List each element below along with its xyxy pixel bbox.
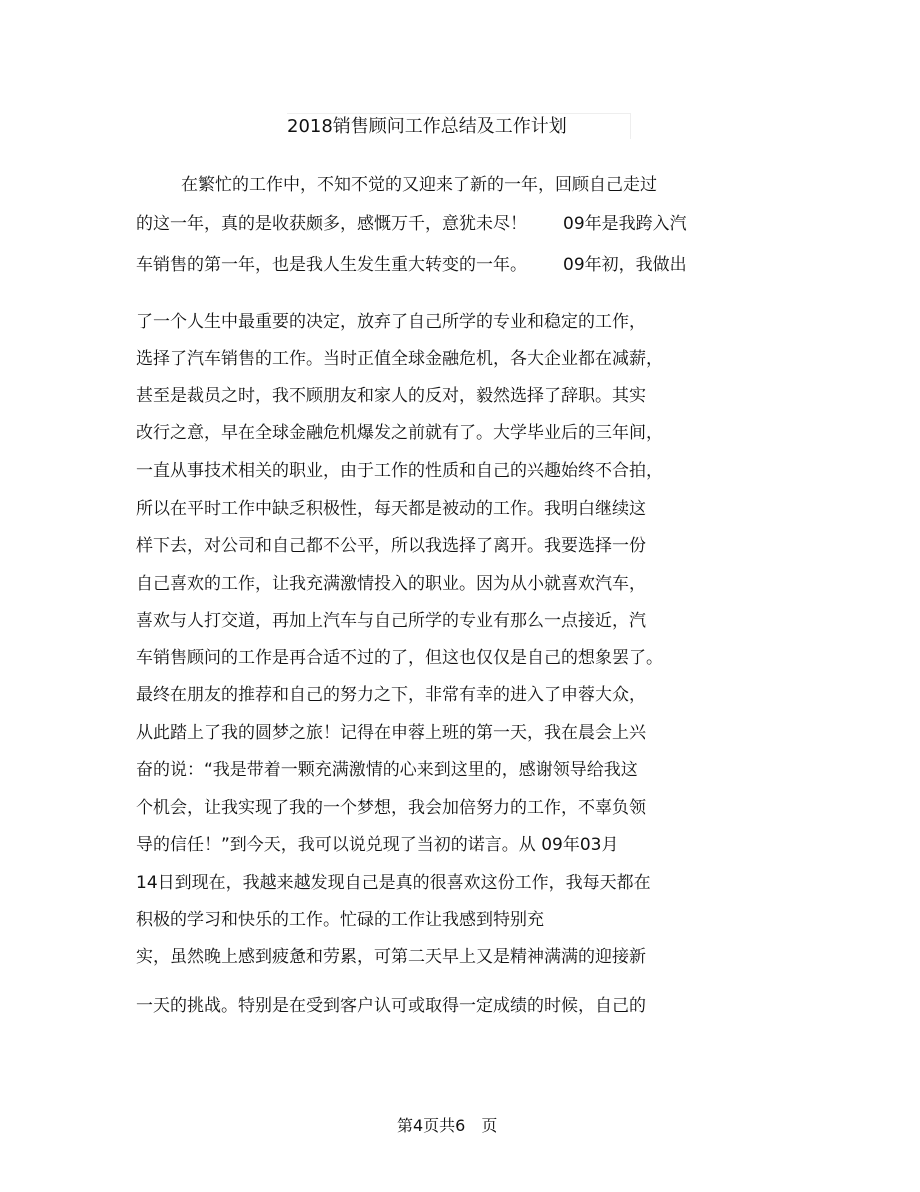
paragraph-line: 一天的挑战。特别是在受到客户认可或取得一定成绩的时候，自己的: [136, 996, 646, 1016]
paragraph-line-segment: 09年是我跨入汽: [563, 214, 687, 234]
paragraph-line: 最终在朋友的推荐和自己的努力之下，非常有幸的进入了申蓉大众，: [136, 685, 646, 705]
paragraph-line: [136, 209, 687, 239]
paragraph-line: 了一个人生中最重要的决定，放弃了自己所学的专业和稳定的工作，: [136, 312, 646, 332]
paragraph-line: 车销售顾问的工作是再合适不过的了，但这也仅仅是自己的想象罢了。: [136, 648, 663, 668]
paragraph-line: 奋的说：“我是带着一颗充满激情的心来到这里的，感谢领导给我这: [136, 760, 638, 780]
paragraph-line-segment: 车销售的第一年，也是我人生发生重大转变的一年。: [136, 255, 527, 275]
paragraph-line-segment: 的这一年，真的是收获颇多，感慨万千，意犹未尽！: [136, 214, 527, 234]
paragraph-line-segment: 09年初，我做出: [563, 255, 687, 275]
paragraph-line: 改行之意，早在全球金融危机爆发之前就有了。大学毕业后的三年间，: [136, 423, 663, 443]
paragraph-line: 从此踏上了我的圆梦之旅！记得在申蓉上班的第一天，我在晨会上兴: [136, 723, 646, 743]
page-footer: 第4页共6 页: [397, 1116, 498, 1135]
paragraph-line: 在繁忙的工作中，不知不觉的又迎来了新的一年，回顾自己走过: [181, 175, 657, 195]
paragraph-line: 导的信任！”到今天，我可以说兑现了当初的诺言。从 09年03月: [136, 835, 619, 855]
paragraph-line: 所以在平时工作中缺乏积极性，每天都是被动的工作。我明白继续这: [136, 499, 646, 519]
paragraph-line: 一直从事技术相关的职业，由于工作的性质和自己的兴趣始终不合拍，: [136, 461, 663, 481]
paragraph-line: 甚至是裁员之时，我不顾朋友和家人的反对，毅然选择了辞职。其实: [136, 386, 646, 406]
paragraph-line: 自己喜欢的工作，让我充满激情投入的职业。因为从小就喜欢汽车，: [136, 574, 646, 594]
paragraph-line: 喜欢与人打交道，再加上汽车与自己所学的专业有那么一点接近，汽: [136, 611, 646, 631]
document-title: 2018销售顾问工作总结及工作计划: [287, 113, 631, 139]
paragraph-line: 选择了汽车销售的工作。当时正值全球金融危机，各大企业都在减薪，: [136, 349, 663, 369]
paragraph-line: 积极的学习和快乐的工作。忙碌的工作让我感到特别充: [136, 910, 544, 930]
paragraph-line: 实，虽然晚上感到疲惫和劳累，可第二天早上又是精神满满的迎接新: [136, 947, 646, 967]
paragraph-line: 14日到现在，我越来越发现自己是真的很喜欢这份工作，我每天都在: [136, 873, 651, 893]
paragraph-line: 个机会，让我实现了我的一个梦想，我会加倍努力的工作，不辜负领: [136, 798, 646, 818]
paragraph-line: [136, 250, 687, 280]
paragraph-line: 样下去，对公司和自己都不公平，所以我选择了离开。我要选择一份: [136, 536, 646, 556]
